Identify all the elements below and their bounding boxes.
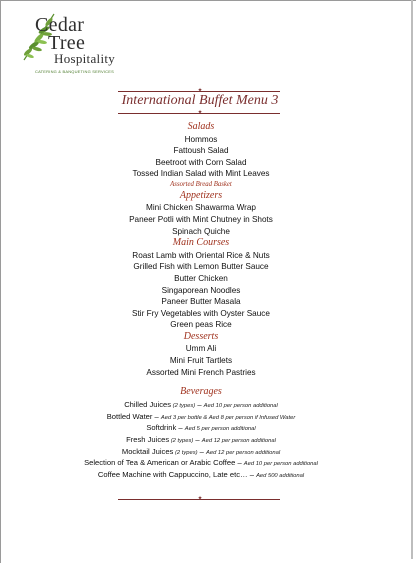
beverage-price-note: Aed 5 per person additional xyxy=(184,426,256,433)
menu-item: Tossed Indian Salad with Mint Leaves xyxy=(132,169,270,179)
beverage-price-note: Aed 3 per bottle & Aed 8 per person if Infused Water xyxy=(160,414,296,421)
menu-item: Green peas Rice xyxy=(170,320,232,330)
beverage-separator: – xyxy=(152,411,161,421)
beverage-separator: – xyxy=(176,423,185,433)
logo-word-cedar: Cedar xyxy=(35,14,85,36)
rule-star-top: ✦ xyxy=(197,88,203,94)
beverage-price-note: Aed 10 per person additional xyxy=(203,403,278,410)
menu-item: Assorted Mini French Pastries xyxy=(146,367,256,377)
menu-item: Roast Lamb with Oriental Rice & Nuts xyxy=(132,250,270,260)
beverage-separator: – xyxy=(235,458,244,468)
menu-item: Umm Ali xyxy=(185,344,217,354)
menu-item: Stir Fry Vegetables with Oyster Sauce xyxy=(132,308,270,318)
section-heading: Desserts xyxy=(183,330,219,342)
menu-item: Mini Fruit Tartlets xyxy=(169,356,233,365)
section-heading: Main Courses xyxy=(172,237,230,249)
menu-item: Mini Chicken Shawarma Wrap xyxy=(146,203,256,213)
section-heading-beverages: Beverages xyxy=(180,386,222,398)
beverage-separator: – xyxy=(247,469,257,479)
beverage-name: Bottled Water xyxy=(106,411,153,421)
beverage-price-note: Aed 10 per person additional xyxy=(243,461,318,468)
beverage-price-note: Aed 500 additional xyxy=(256,472,305,479)
beverage-separator: – xyxy=(195,400,204,410)
section-heading: Salads xyxy=(187,121,215,132)
menu-item: Butter Chicken xyxy=(174,273,228,283)
beverage-name: Selection of Tea & American or Arabic Coffee xyxy=(84,458,236,468)
beverage-qualifier: (2 types) xyxy=(173,449,198,456)
beverage-item xyxy=(0,469,402,482)
menu-item: Grilled Fish with Lemon Butter Sauce xyxy=(133,262,269,272)
menu-item: Hommos xyxy=(184,134,218,144)
beverage-name: Mocktail Juices xyxy=(121,446,174,456)
section-heading: Appetizers xyxy=(179,189,223,201)
menu-title: International Buffet Menu 3 xyxy=(121,93,279,108)
menu-item: Spinach Quiche xyxy=(172,226,230,236)
logo-word-hospitality: Hospitality xyxy=(54,51,116,66)
beverage-separator: – xyxy=(197,446,206,456)
logo-word-tree: Tree xyxy=(48,32,86,54)
menu-item: Beetroot with Corn Salad xyxy=(155,157,247,167)
menu-item: Paneer Potli with Mint Chutney in Shots xyxy=(129,215,273,224)
menu-item: Paneer Butter Masala xyxy=(161,297,241,307)
rule-star-footer: ✦ xyxy=(197,496,203,502)
beverage-name: Softdrink xyxy=(146,423,177,433)
rule-star-bottom: ✦ xyxy=(197,110,203,116)
beverage-separator: – xyxy=(193,435,202,444)
menu-item: Singaporean Noodles xyxy=(161,285,241,295)
beverage-qualifier: (2 types) xyxy=(169,438,194,444)
logo-tagline: CATERING & BANQUETING SERVICES xyxy=(35,69,114,74)
section-subnote: Assorted Bread Basket xyxy=(170,180,232,188)
beverage-price-note: Aed 12 per person additional xyxy=(201,438,276,444)
beverage-price-note: Aed 12 per person additional xyxy=(205,449,281,456)
beverage-name: Chilled Juices xyxy=(124,400,172,410)
page-edge xyxy=(411,0,413,559)
menu-item: Fattoush Salad xyxy=(173,146,229,156)
beverage-name: Coffee Machine with Cappuccino, Late etc… xyxy=(97,469,248,479)
company-logo xyxy=(18,8,118,78)
beverage-qualifier: (2 types) xyxy=(171,403,196,410)
beverage-name: Fresh Juices xyxy=(126,435,170,444)
